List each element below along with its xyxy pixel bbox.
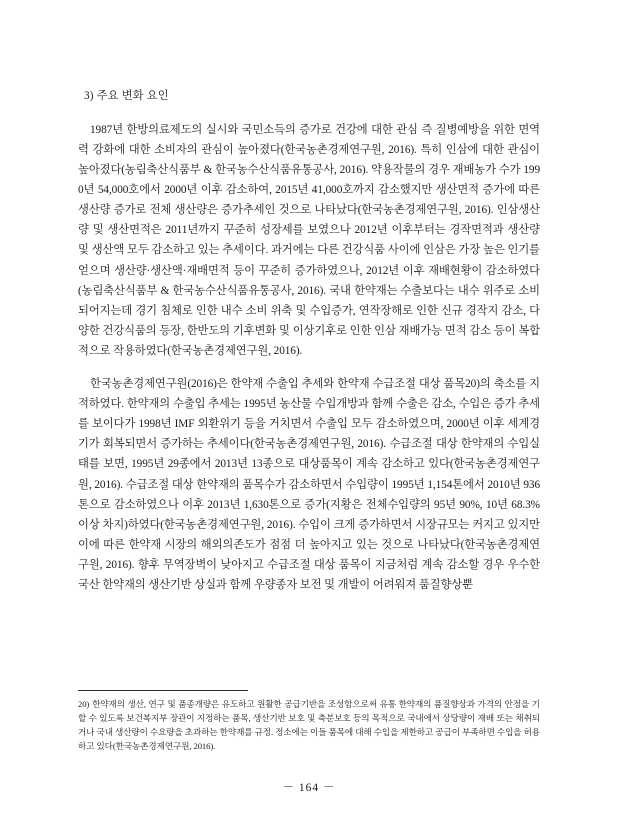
page-number: － 164 － [282, 782, 336, 794]
footnote-separator [78, 690, 248, 691]
section-heading: 3) 주요 변화 요인 [84, 90, 169, 102]
body-paragraph-2: 한국농촌경제연구원(2016)은 한약재 수출입 추세와 한약재 수급조절 대상 품목20)의 축소를 지적하였다. 한약재의 수출입 추세는 1995년 농산물 수입개방과 함께 수출은 감소, 수입은 증가 추세를 보이다가 1998년 IMF 외환위기 등을 거치면서 수출입 모두 감소하였으며, 2000년 이후 세계경기가 회복되면서 증가하는 추세이다(한국농촌경제연구원, 2016). 수급조절 대상 한약재의 수입실태를 보면, 1995년 29종에서 2013년 13종으로 대상품목이 계속 감소하고 있다(한국농촌경제연구원, 2016). 수급조절 대상 한약재의 품목수가 감소하면서 수입량이 1995년 1,154톤에서 2010년 936톤으로 감소하였으나 이후 2013년 1,630톤으로 증가(지황은 전체수입량의 95년 90%, 10년 68.3% 이상 차지)하였다(한국농촌경제연구원, 2016). 수입이 크게 증가하면서 시장규모는 커지고 있지만 이에 따른 한약재 시장의 해외의존도가 점점 더 높아지고 있는 것으로 나타났다(한국농촌경제연구원, 2016). 향후 무역장벽이 낮아지고 수급조절 대상 품목이 지금처럼 계속 감소할 경우 우수한 국산 한약재의 생산기반 상실과 함께 우량종자 보전 및 개발이 어려워져 품질향상뿐 [78, 378, 540, 591]
footnote-item [78, 698, 540, 754]
body-paragraph-1: 1987년 한방의료제도의 실시와 국민소득의 증가로 건강에 대한 관심 즉 질병예방을 위한 면역력 강화에 대한 소비자의 관심이 높아졌다(한국농촌경제연구원, 2016). 특히 인삼에 대한 관심이 높아졌다(농림축산식품부 & 한국농수산식품유통공사, 2016). 약용작물의 경우 재배농가 수가 1990년 54,000호에서 2000년 이후 감소하여, 2015년 41,000호까지 감소했지만 생산면적 증가에 따른 생산량 증가로 전체 생산량은 증가추세인 것으로 나타났다(한국농촌경제연구원, 2016). 인삼생산량 및 생산면적은 2011년까지 꾸준히 성장세를 보였으나 2012년 이후부터는 경작면적과 생산량 및 생산액 모두 감소하고 있는 추세이다. 과거에는 다른 건강식품 사이에 인삼은 가장 높은 인기를 얻으며 생산량·생산액·재배면적 등이 꾸준히 증가하였으나, 2012년 이후 재배현황이 감소하였다(농림축산식품부 & 한국농수산식품유통공사, 2016). 국내 한약재는 수출보다는 내수 위주로 소비되어지는데 경기 침체로 인한 내수 소비 위축 및 수입증가, 연작장해로 인한 신규 경작지 감소, 다양한 건강식품의 등장, 한반도의 기후변화 및 이상기후로 인한 인삼 재배가능 면적 감소 등이 복합적으로 작용하였다(한국농촌경제연구원, 2016). [78, 123, 540, 357]
footnote-area [78, 690, 540, 754]
footnote-marker: 20) [78, 699, 90, 709]
footnote-text: 한약재의 생산, 연구 및 품종개량은 유도하고 원활한 공급기반을 조성함으로써 유통 한약재의 품질향상과 가격의 안정을 기할 수 있도록 보건복지부 장관이 지정하는 품목, 생산기반 보호 및 축분보호 등의 목적으로 국내에서 상당량이 재배 또는 채취되거나 국내 생산량이 수요량을 초과하는 한약재를 규정. 정소에는 이들 품목에 대해 수입을 제한하고 공급이 부족하면 수입을 허용하고 있다(한국농촌경제연구원, 2016). [78, 699, 540, 751]
